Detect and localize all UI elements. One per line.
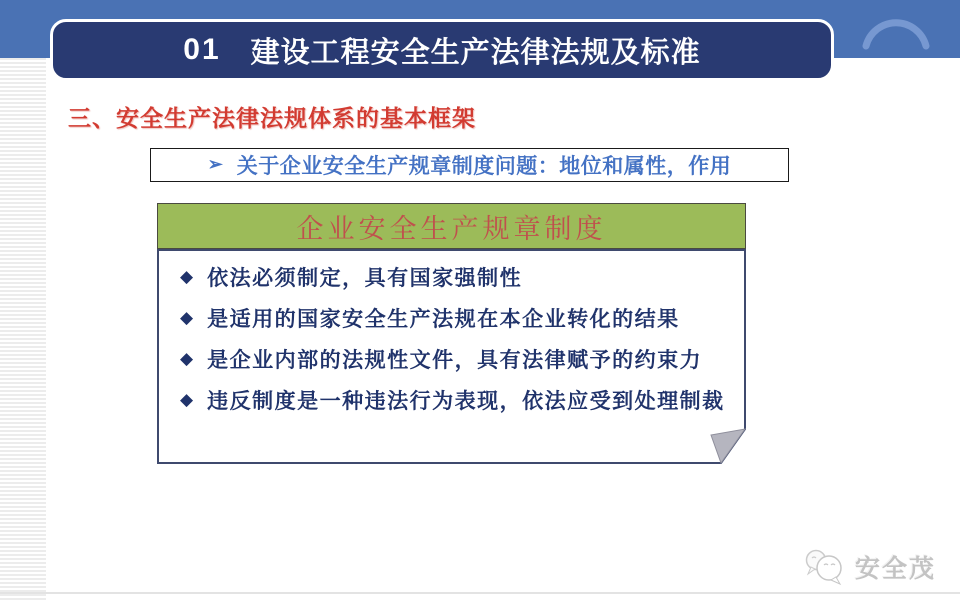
- list-item: [180, 385, 728, 415]
- list-item: [180, 344, 728, 374]
- bullet-list: [180, 262, 728, 426]
- arrow-right-icon: ➢: [207, 153, 223, 174]
- section-heading: 三、安全生产法律法规体系的基本框架: [68, 105, 476, 131]
- diamond-bullet-icon: ◆: [180, 267, 194, 286]
- diamond-bullet-icon: ◆: [180, 349, 194, 368]
- callout-box: [150, 148, 789, 182]
- list-item: [180, 262, 728, 292]
- card-title: 企业安全生产规章制度: [296, 213, 607, 245]
- watermark-logo: [803, 547, 936, 587]
- chapter-number: 01: [183, 33, 221, 66]
- list-item: [180, 303, 728, 333]
- arc-icon: [856, 4, 936, 52]
- bottom-divider: [0, 592, 960, 594]
- chat-bubbles-icon: [803, 547, 849, 587]
- chapter-title: 建设工程安全生产法律法规及标准: [250, 36, 701, 69]
- diamond-bullet-icon: ◆: [180, 308, 194, 327]
- chapter-title-banner: [50, 19, 834, 81]
- diamond-bullet-icon: ◆: [180, 390, 194, 409]
- watermark-text: 安全茂: [854, 555, 936, 583]
- callout-text: 关于企业安全生产规章制度问题：地位和属性，作用: [236, 155, 732, 178]
- bullet-text: 是企业内部的法规性文件，具有法律赋予的约束力: [207, 347, 703, 372]
- film-strip-edge: [0, 58, 46, 601]
- bullet-text: 是适用的国家安全生产法规在本企业转化的结果: [207, 306, 680, 331]
- card-header: [157, 203, 746, 249]
- bullet-text: 依法必须制定，具有国家强制性: [207, 265, 523, 290]
- bullet-text: 违反制度是一种违法行为表现，依法应受到处理制裁: [207, 388, 725, 413]
